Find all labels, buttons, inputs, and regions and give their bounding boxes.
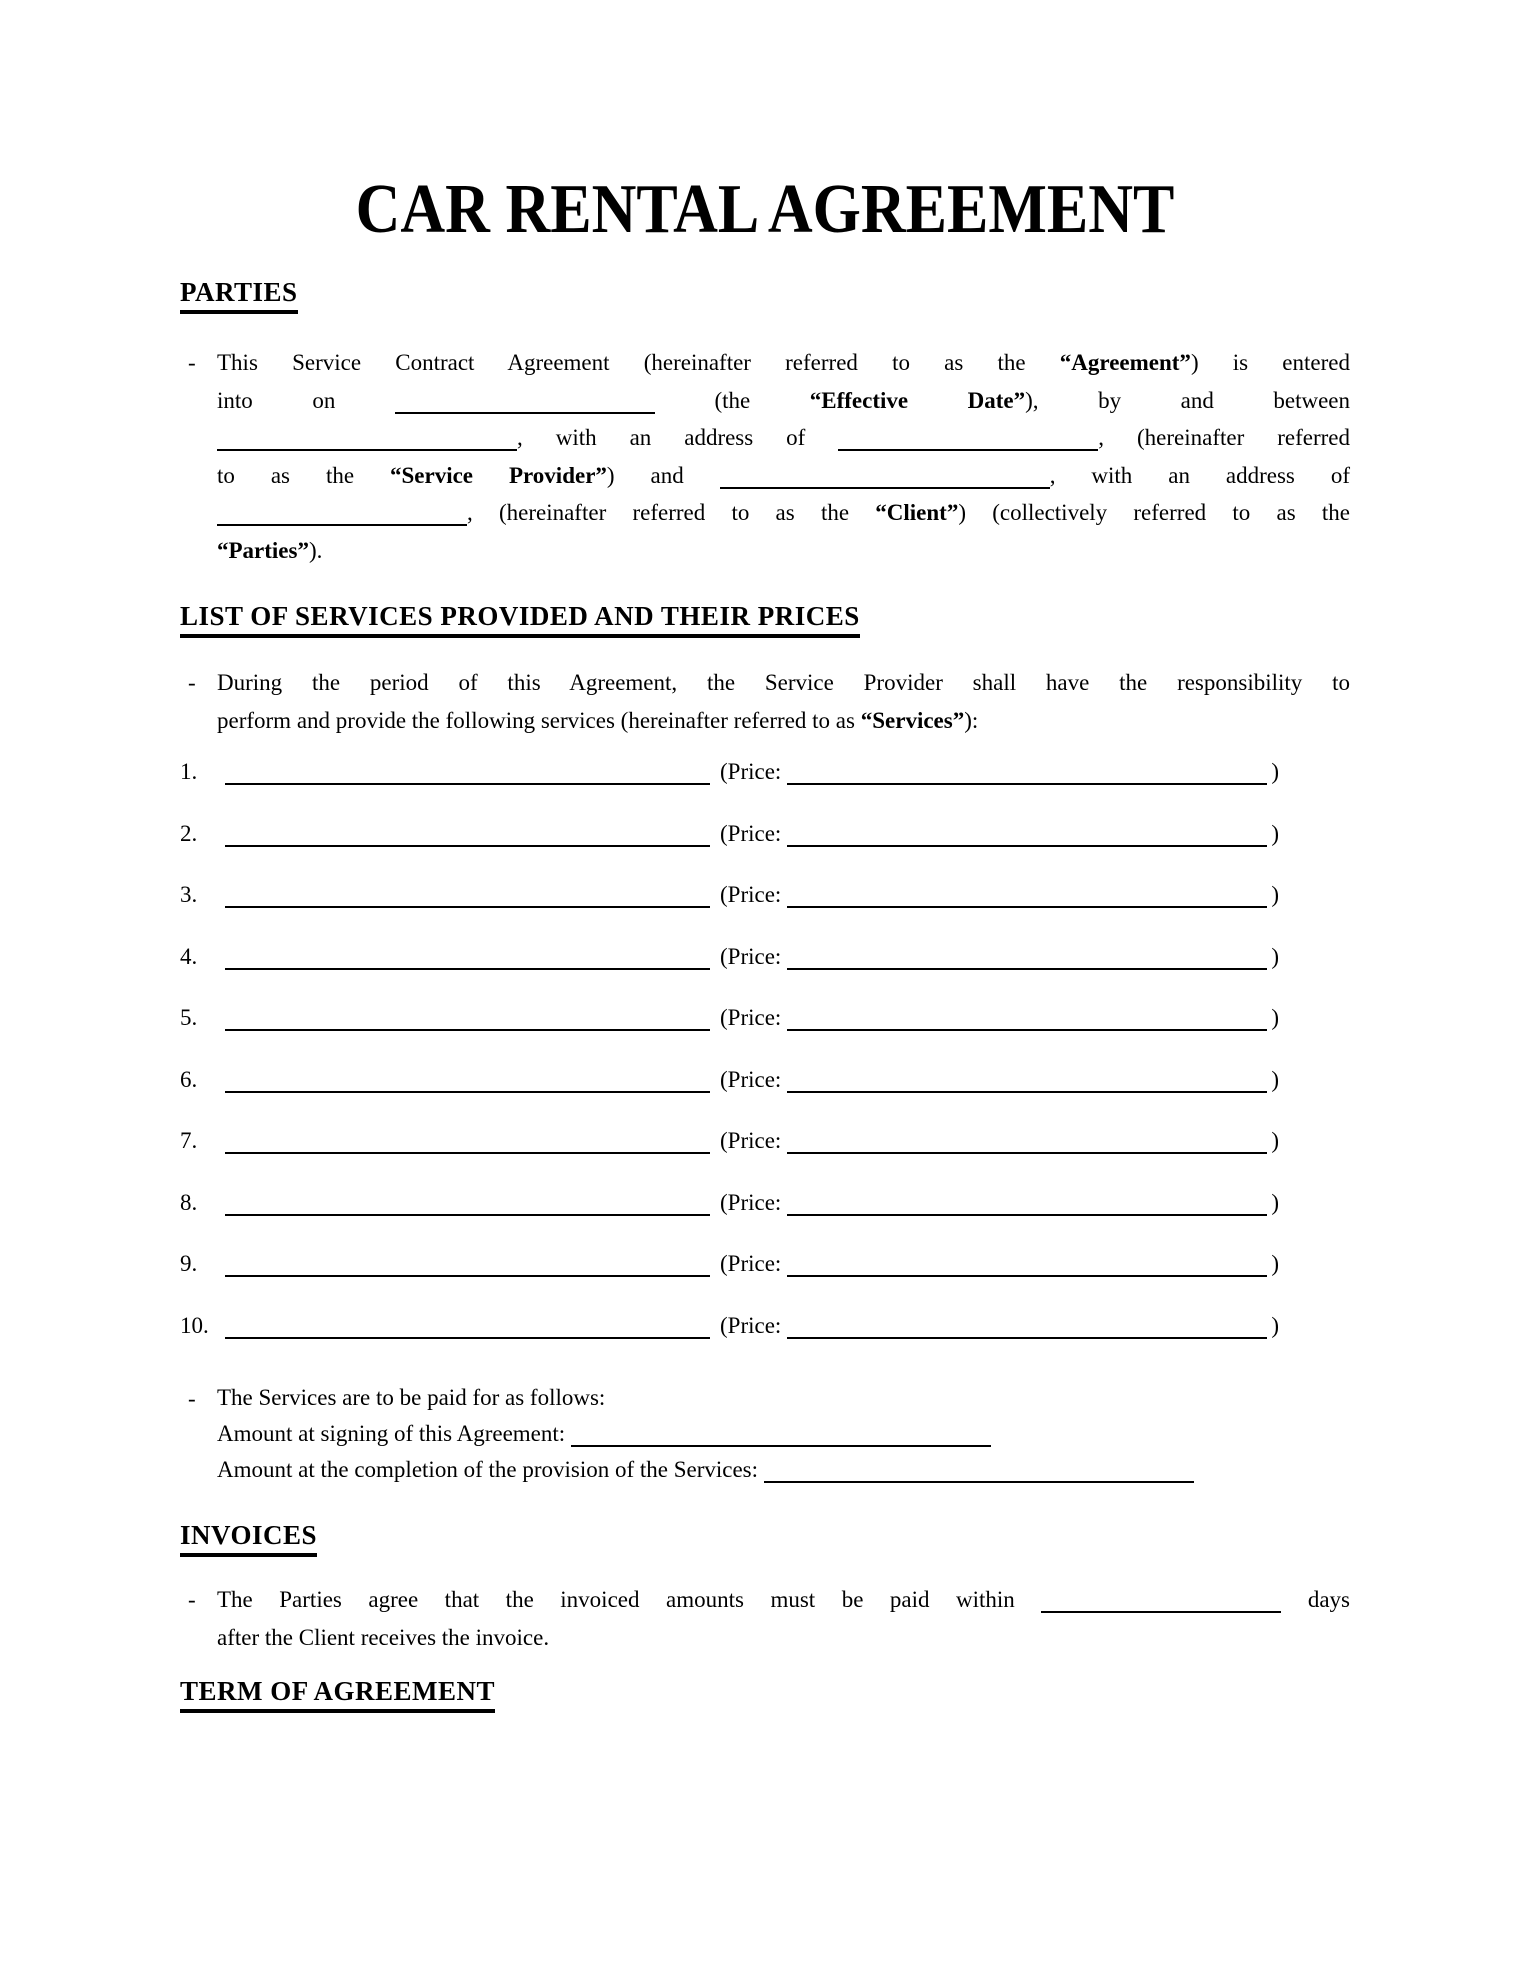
service-item-row (180, 938, 1350, 976)
bullet-dash: - (188, 350, 196, 375)
item-number: 6. (180, 1066, 198, 1092)
text-line (217, 494, 1350, 532)
bullet-dash: - (188, 1587, 196, 1612)
price-label: (Price: (720, 1128, 782, 1153)
price-close-paren: ) (1271, 1128, 1279, 1153)
service-name-field[interactable] (225, 882, 710, 908)
service-item-row (180, 1307, 1350, 1345)
item-number: 2. (180, 820, 198, 846)
blank-field[interactable] (1041, 1587, 1281, 1613)
text-run: , (hereinafter referred to as the (467, 500, 876, 525)
bold-text: “Effective Date” (809, 387, 1026, 413)
blank-field[interactable] (395, 388, 655, 414)
service-item-row (180, 876, 1350, 914)
text-run: ) is entered (1190, 350, 1350, 375)
section-heading-services: LIST OF SERVICES PROVIDED AND THEIR PRICES (180, 601, 860, 638)
text-run: This Service Contract Agreement (hereinafter referred to as the (217, 350, 1060, 375)
bullet-dash: - (188, 1386, 196, 1411)
service-name-field[interactable] (225, 759, 710, 785)
price-label: (Price: (720, 943, 782, 969)
price-label: (Price: (720, 1005, 782, 1030)
text-run: , with an address of (1049, 462, 1350, 488)
price-field[interactable] (787, 1313, 1267, 1339)
price-field[interactable] (787, 882, 1267, 908)
text-run: , with an address of (517, 425, 839, 450)
service-item-row (180, 999, 1350, 1037)
service-name-field[interactable] (225, 944, 710, 970)
services-intro-paragraph (217, 664, 1350, 739)
item-number: 5. (180, 1005, 198, 1030)
text-line (217, 457, 1350, 495)
payment-paragraph (217, 1380, 1350, 1488)
text-run: , (hereinafter referred (1098, 425, 1350, 450)
service-name-field[interactable] (225, 1067, 710, 1093)
section-heading-term: TERM OF AGREEMENT (180, 1676, 495, 1713)
price-field[interactable] (787, 1067, 1267, 1093)
text-run: Amount at the completion of the provision of the Services: (217, 1457, 764, 1482)
invoices-clause (180, 1581, 1350, 1656)
service-item-row (180, 1122, 1350, 1160)
text-run: days (1281, 1587, 1350, 1612)
bold-text: “Service Provider” (390, 462, 607, 488)
price-field[interactable] (787, 1005, 1267, 1031)
item-number: 10. (180, 1312, 209, 1338)
price-label: (Price: (720, 882, 782, 907)
price-close-paren: ) (1271, 759, 1279, 784)
item-number: 4. (180, 943, 198, 969)
text-line (217, 702, 1350, 740)
service-name-field[interactable] (225, 821, 710, 847)
price-label: (Price: (720, 1312, 782, 1338)
service-item-row (180, 1184, 1350, 1222)
price-label: (Price: (720, 759, 782, 784)
text-run: ). (308, 537, 323, 563)
service-item-row (180, 753, 1350, 791)
text-line (217, 1619, 1350, 1657)
text-line (217, 344, 1350, 382)
text-line (217, 532, 1350, 570)
services-intro-clause (180, 664, 1350, 739)
price-close-paren: ) (1271, 943, 1279, 969)
price-label: (Price: (720, 1066, 782, 1092)
text-line (217, 1452, 1350, 1488)
price-close-paren: ) (1271, 1005, 1279, 1030)
item-number: 3. (180, 882, 198, 907)
service-name-field[interactable] (225, 1005, 710, 1031)
service-item-row (180, 1061, 1350, 1099)
item-number: 8. (180, 1189, 198, 1215)
text-run: Amount at signing of this Agreement: (217, 1421, 571, 1446)
services-list (180, 753, 1350, 1344)
service-name-field[interactable] (225, 1313, 710, 1339)
service-name-field[interactable] (225, 1128, 710, 1154)
item-number: 7. (180, 1128, 198, 1153)
text-line (217, 419, 1350, 457)
price-field[interactable] (787, 1251, 1267, 1277)
text-run: ), by and between (1025, 387, 1351, 413)
price-field[interactable] (787, 759, 1267, 785)
price-field[interactable] (787, 1190, 1267, 1216)
blank-field[interactable] (217, 425, 517, 451)
section-heading-invoices: INVOICES (180, 1520, 317, 1557)
text-run: after the Client receives the invoice. (217, 1624, 550, 1650)
text-line (217, 1581, 1350, 1619)
document-title: CAR RENTAL AGREEMENT (355, 171, 1175, 248)
parties-clause (180, 344, 1350, 569)
text-run: The Parties agree that the invoiced amounts must be paid within (217, 1587, 1042, 1612)
bold-text: “Parties” (217, 537, 309, 563)
text-run: The Services are to be paid for as follows: (217, 1385, 606, 1410)
blank-field[interactable] (217, 500, 467, 526)
price-field[interactable] (787, 1128, 1267, 1154)
text-line (217, 1416, 1350, 1452)
blank-field[interactable] (720, 463, 1050, 489)
text-run: During the period of this Agreement, the Service Provider shall have the responsibility to (217, 670, 1350, 695)
text-line (217, 1380, 1350, 1416)
bold-text: “Services” (860, 707, 965, 733)
text-run: ): (964, 707, 979, 733)
item-number: 9. (180, 1251, 198, 1276)
service-name-field[interactable] (225, 1190, 710, 1216)
price-label: (Price: (720, 820, 782, 846)
price-close-paren: ) (1271, 820, 1279, 846)
parties-paragraph (217, 344, 1350, 569)
price-field[interactable] (787, 944, 1267, 970)
price-label: (Price: (720, 1189, 782, 1215)
price-close-paren: ) (1271, 882, 1279, 907)
text-run: to as the (217, 462, 390, 488)
item-number: 1. (180, 759, 198, 784)
text-run: perform and provide the following services (hereinafter referred to as (217, 707, 861, 733)
blank-field[interactable] (571, 1421, 991, 1447)
price-field[interactable] (787, 821, 1267, 847)
text-run: into on (217, 387, 395, 413)
text-run: ) and (606, 462, 720, 488)
price-label: (Price: (720, 1251, 782, 1276)
service-item-row (180, 815, 1350, 853)
service-name-field[interactable] (225, 1251, 710, 1277)
price-close-paren: ) (1271, 1251, 1279, 1276)
section-heading-parties: PARTIES (180, 277, 298, 314)
bullet-dash: - (188, 670, 196, 695)
service-item-row (180, 1245, 1350, 1283)
invoices-paragraph (217, 1581, 1350, 1656)
text-run: (the (654, 387, 810, 413)
price-close-paren: ) (1271, 1066, 1279, 1092)
text-line (217, 664, 1350, 702)
blank-field[interactable] (838, 425, 1098, 451)
payment-clause (180, 1380, 1350, 1488)
bold-text: “Agreement” (1059, 350, 1191, 375)
bold-text: “Client” (875, 500, 959, 525)
price-close-paren: ) (1271, 1189, 1279, 1215)
blank-field[interactable] (764, 1457, 1194, 1483)
text-line (217, 382, 1350, 420)
price-close-paren: ) (1271, 1312, 1279, 1338)
text-run: ) (collectively referred to as the (958, 500, 1350, 525)
